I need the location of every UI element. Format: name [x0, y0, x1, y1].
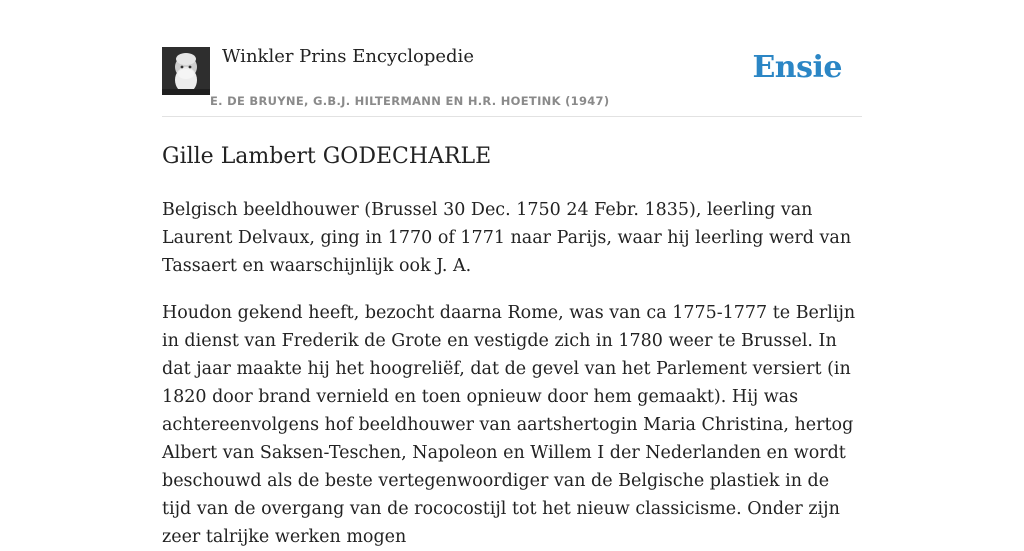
avatar[interactable]	[162, 47, 210, 95]
article-title: Gille Lambert GODECHARLE	[162, 144, 492, 169]
page-container	[162, 0, 862, 551]
source-header	[162, 0, 862, 117]
bearded-man-portrait-icon	[162, 47, 210, 95]
source-title[interactable]: Winkler Prins Encyclopedie	[222, 46, 474, 67]
brand-logo[interactable]: Ensie	[752, 50, 842, 85]
article-paragraph: Houdon gekend heeft, bezocht daarna Rome, was van ca 1775-1777 te Berlijn in dienst van Frederik de Grote en vestigde zich in 1780 weer te Brussel. In dat jaar maakte hij het hoogreliëf, dat de gevel van het Parlement versiert (in 1820 door brand vernield en toen opnieuw door hem gemaakt). Hij was achtereenvolgens hof beeldhouwer van aartshertogin Maria Christina, hertog Albert van Saksen-Teschen, Napoleon en Willem I der Nederlanden en wordt beschouwd als de beste vertegenwoordiger van de Belgische plastiek in de tijd van de overgang van de rococostijl tot het nieuw classicisme. Onder zijn zeer talrijke werken mogen	[162, 303, 856, 547]
article-paragraph: Belgisch beeldhouwer (Brussel 30 Dec. 1750 24 Febr. 1835), leerling van Laurent Delvaux, ging in 1770 of 1771 naar Parijs, waar hij leerling werd van Tassaert en waarschijnlijk ook J. A.	[162, 200, 852, 276]
source-authors: E. DE BRUYNE, G.B.J. HILTERMANN EN H.R. HOETINK (1947)	[210, 94, 610, 108]
